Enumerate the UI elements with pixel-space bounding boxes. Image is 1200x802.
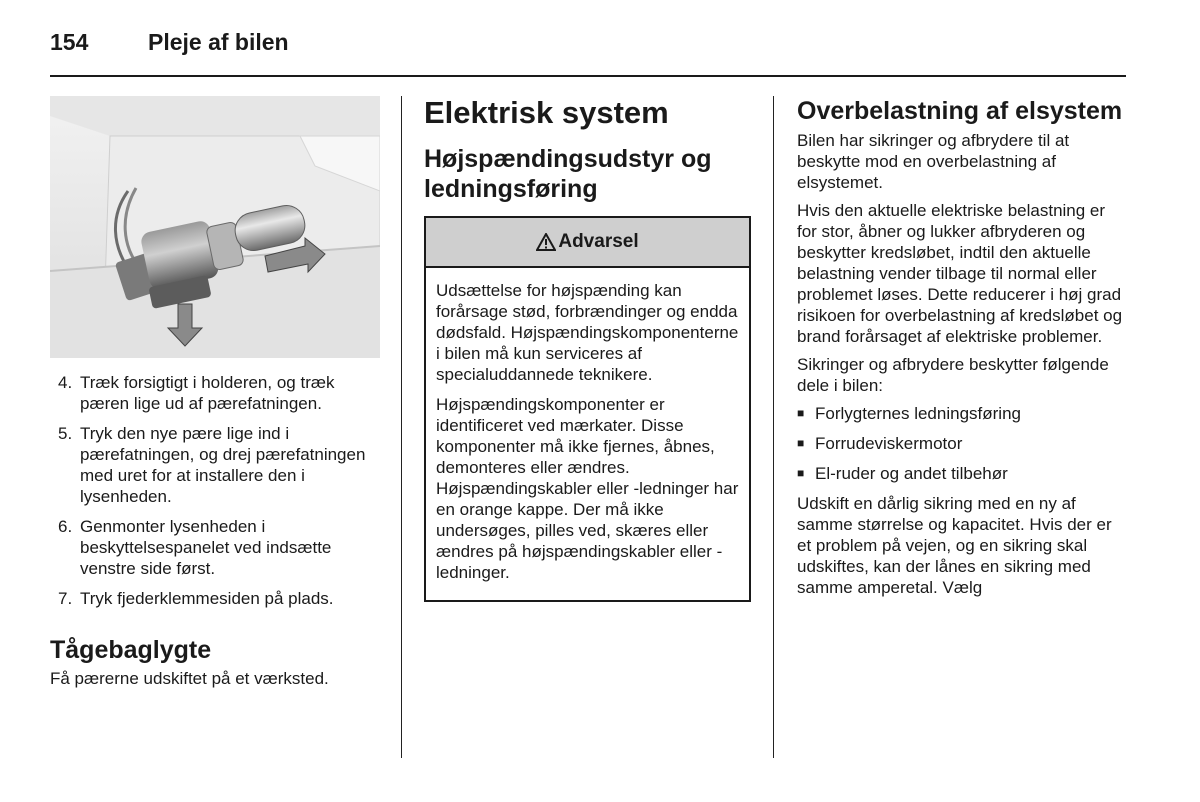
paragraph: Udskift en dårlig sikring med en ny af samme størrelse og kapacitet. Hvis der er et problem på vejen, og en sikring skal udskiftes, kan der lånes en sikring med samme amperetal. Vælg xyxy=(797,494,1112,597)
warning-box xyxy=(424,216,751,602)
paragraph: Bilen har sikringer og afbrydere til at beskytte mod en overbelastning af elsystemet. xyxy=(797,131,1070,192)
left-column xyxy=(50,96,380,689)
column-divider-1 xyxy=(401,96,402,758)
column-divider-2 xyxy=(773,96,774,758)
list-item: ■ Forrudeviskermotor xyxy=(797,434,963,453)
bullet-square-icon: ■ xyxy=(797,406,805,420)
protected-parts-list xyxy=(797,403,1127,484)
chapter-title: Pleje af bilen xyxy=(148,28,289,55)
middle-column xyxy=(424,96,751,602)
warning-body xyxy=(426,268,749,600)
section-title-fog-lamp: Tågebaglygte xyxy=(50,636,212,664)
section-title-overload: Overbelastning af elsystem xyxy=(797,97,1123,125)
list-item: ■ Forlygternes ledningsføring xyxy=(797,404,1021,423)
list-item: ■ El-ruder og andet tilbehør xyxy=(797,464,1008,483)
warning-triangle-icon xyxy=(536,233,556,251)
list-item: 6. Genmonter lysenheden i beskyttelsespanelet ved indsætte venstre side først. xyxy=(58,517,332,578)
rear-lamp-bulb-holder-illustration xyxy=(50,96,380,358)
list-item: 4. Træk forsigtigt i holderen, og træk pæren lige ud af pærefatningen. xyxy=(58,373,335,413)
right-column xyxy=(797,96,1127,605)
section-title-electrical: Elektrisk system xyxy=(424,95,669,130)
section-text-fog-lamp: Få pærerne udskiftet på et værksted. xyxy=(50,669,329,688)
page-number: 154 xyxy=(50,28,89,55)
header-rule xyxy=(50,75,1126,77)
page-header xyxy=(50,24,289,60)
list-item: 7. Tryk fjederklemmesiden på plads. xyxy=(58,589,334,608)
list-item: 5. Tryk den nye pære lige ind i pærefatningen, og drej pærefatningen med uret for at installere den i lysenheden. xyxy=(58,424,366,506)
warning-label: Advarsel xyxy=(558,231,639,252)
warning-header xyxy=(426,218,749,268)
warning-paragraph-1: Udsættelse for højspænding kan forårsage stød, forbrændinger og endda dødsfald. Højspændingskomponenterne i bilen må kun serviceres af specialuddannede teknikere. xyxy=(436,281,739,384)
paragraph: Hvis den aktuelle elektriske belastning er for stor, åbner og lukker afbryderen og beskytter kredsløbet, indtil den aktuelle belastning vender tilbage til normal eller problemet løses. Dette reducerer i høj grad risikoen for overbelastning af kredsløbet og brand forårsaget af elektriske problemer. xyxy=(797,201,1123,346)
bullet-square-icon: ■ xyxy=(797,466,805,480)
bullet-square-icon: ■ xyxy=(797,436,805,450)
instruction-steps xyxy=(50,372,380,609)
subsection-title-high-voltage: Højspændingsudstyr og ledningsføring xyxy=(424,145,712,203)
paragraph: Sikringer og afbrydere beskytter følgende dele i bilen: xyxy=(797,355,1109,395)
warning-paragraph-2: Højspændingskomponenter er identificeret ved mærkater. Disse komponenter må ikke fjernes, åbnes, demonteres eller ændres. Højspændingskabler eller -ledninger har en orange kappe. Der må ikke undersøges, pilles ved, skæres eller ændres på højspændingskabler eller -ledninger. xyxy=(436,395,739,582)
